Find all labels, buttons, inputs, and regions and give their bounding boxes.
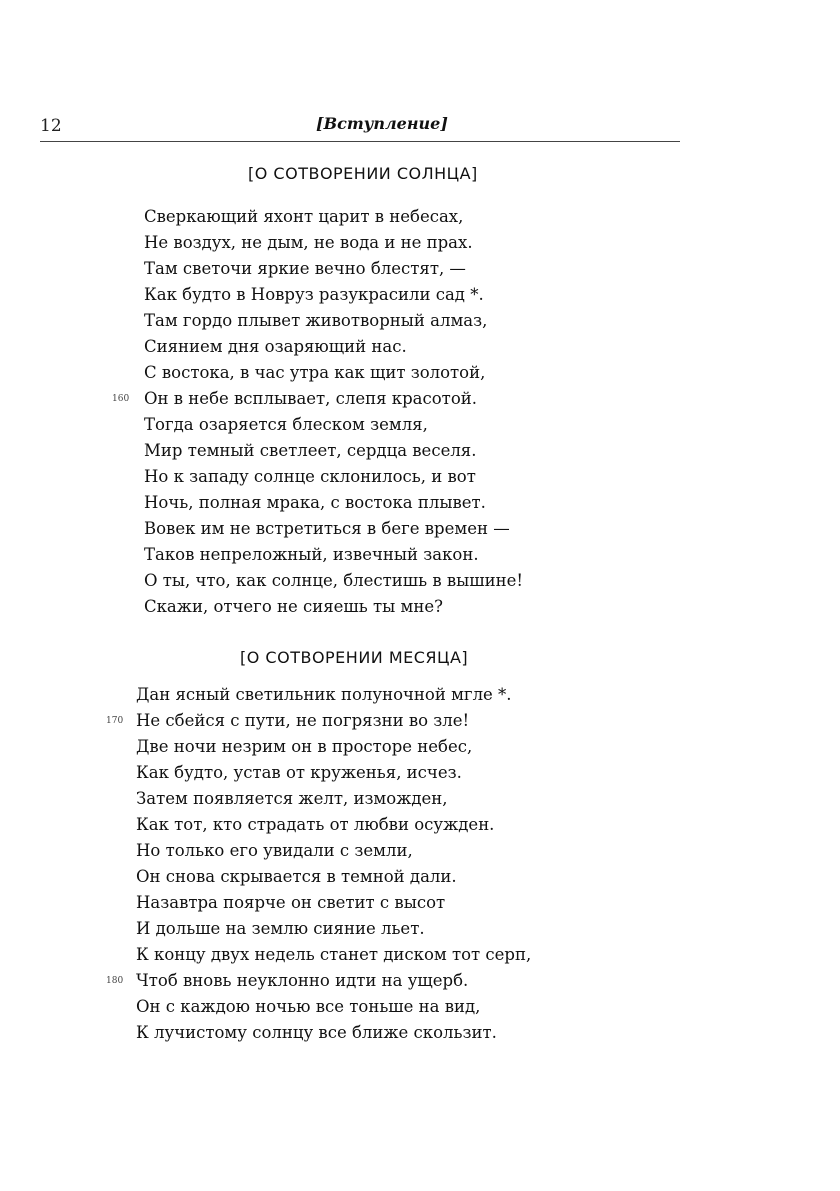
verse-text: Назавтра поярче он светит с высот (136, 893, 446, 912)
line-number-marker: 180 (106, 976, 124, 986)
running-head: [Вступление] (316, 114, 448, 133)
verse-text: О ты, что, как солнце, блестишь в вышине! (144, 571, 524, 590)
verse-text: Затем появляется желт, изможден, (136, 789, 448, 808)
line-number-marker: 160 (112, 394, 130, 404)
verse-text: Вовек им не встретиться в беге времен — (144, 519, 510, 538)
verse-text: К концу двух недель станет диском тот серп, (136, 945, 532, 964)
verse-text: Как тот, кто страдать от любви осужден. (136, 815, 495, 834)
verse-text: Как будто, устав от круженья, исчез. (136, 763, 462, 782)
line-number-marker: 170 (106, 716, 124, 726)
verse-text: Таков непреложный, извечный закон. (144, 545, 479, 564)
verse-text: И дольше на землю сияние льет. (136, 919, 425, 938)
verse-text: С востока, в час утра как щит золотой, (144, 363, 486, 382)
verse-text: Две ночи незрим он в просторе небес, (136, 737, 473, 756)
verse-text: Ночь, полная мрака, с востока плывет. (144, 493, 486, 512)
section-title-moon: [О СОТВОРЕНИИ МЕСЯЦА] (240, 648, 469, 667)
verse-text: Там светочи яркие вечно блестят, — (144, 259, 466, 278)
verse-text: Как будто в Новруз разукрасили сад *. (144, 285, 484, 304)
verse-text: Но только его увидали с земли, (136, 841, 413, 860)
verse-text: Дан ясный светильник полуночной мгле *. (136, 685, 512, 704)
verse-text: Сиянием дня озаряющий нас. (144, 337, 407, 356)
verse-text: Мир темный светлеет, сердца веселя. (144, 441, 477, 460)
header-rule (40, 141, 680, 142)
section-title-sun: [О СОТВОРЕНИИ СОЛНЦА] (248, 164, 478, 183)
verse-text: Чтоб вновь неуклонно идти на ущерб. (136, 971, 469, 990)
verse-text: Там гордо плывет животворный алмаз, (144, 311, 488, 330)
verse-text: Он в небе всплывает, слепя красотой. (144, 389, 477, 408)
verse-text: Но к западу солнце склонилось, и вот (144, 467, 476, 486)
verse-text: Не сбейся с пути, не погрязни во зле! (136, 711, 470, 730)
verse-text: Сверкающий яхонт царит в небесах, (144, 207, 464, 226)
verse-text: Скажи, отчего не сияешь ты мне? (144, 597, 443, 616)
verse-text: Он с каждою ночью все тоньше на вид, (136, 997, 481, 1016)
page-number: 12 (40, 116, 62, 136)
verse-text: К лучистому солнцу все ближе скользит. (136, 1023, 497, 1042)
verse-text: Не воздух, не дым, не вода и не прах. (144, 233, 473, 252)
verse-text: Он снова скрывается в темной дали. (136, 867, 457, 886)
verse-text: Тогда озаряется блеском земля, (144, 415, 428, 434)
